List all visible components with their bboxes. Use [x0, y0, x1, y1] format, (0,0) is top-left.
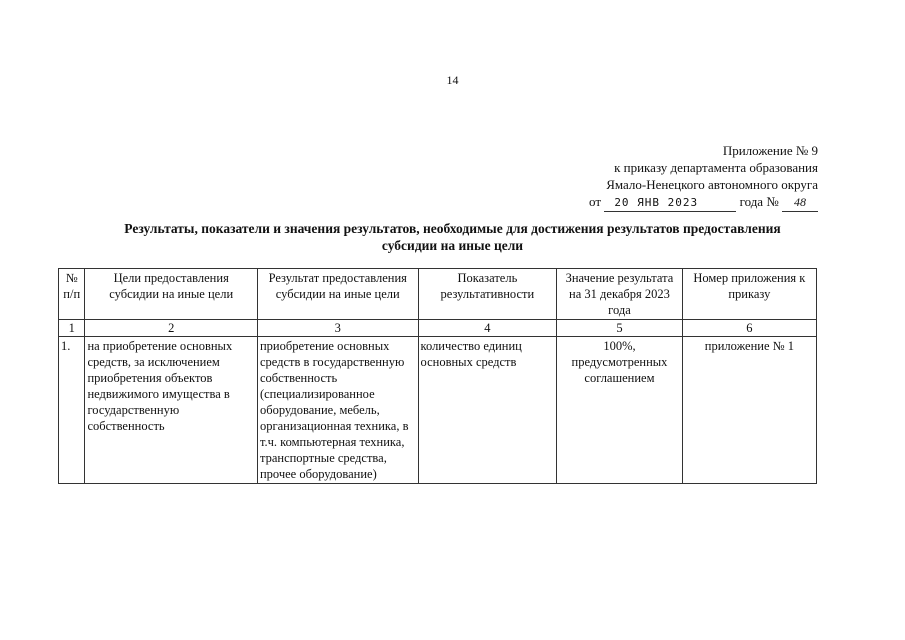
column-number: 1 [59, 320, 85, 337]
row-appendix: приложение № 1 [682, 337, 816, 484]
title-line-2: субсидии на иные цели [381, 238, 524, 253]
date-prefix: от [589, 194, 602, 209]
column-number: 6 [682, 320, 816, 337]
date-stamp: 20 ЯНВ 2023 [604, 194, 736, 212]
table-row [59, 337, 817, 484]
column-number: 5 [557, 320, 683, 337]
appendix-order-ref: к приказу департамента образования [614, 160, 818, 175]
appendix-date-line [589, 193, 818, 212]
row-num: 1. [59, 337, 85, 484]
document-title [100, 220, 805, 254]
header-indicator: Показатель результативности [418, 269, 557, 320]
column-number: 2 [85, 320, 258, 337]
appendix-block [589, 142, 818, 212]
row-result: приобретение основных средств в государственную собственность (специализированное оборудование, мебель, организационная техника, в т.ч. компьютерная техника, транспортные средства, прочее оборудование) [257, 337, 418, 484]
row-value: 100%, предусмотренных соглашением [557, 337, 683, 484]
order-number: 48 [782, 194, 818, 212]
header-value: Значение результата на 31 декабря 2023 года [557, 269, 683, 320]
row-goal: на приобретение основных средств, за исключением приобретения объектов недвижимого имущества в государственную собственность [85, 337, 258, 484]
header-result: Результат предоставления субсидии на иные цели [257, 269, 418, 320]
appendix-region: Ямало-Ненецкого автономного округа [606, 177, 818, 192]
header-num: № п/п [59, 269, 85, 320]
year-label: года [739, 194, 764, 209]
header-appendix: Номер приложения к приказу [682, 269, 816, 320]
column-number: 3 [257, 320, 418, 337]
header-goal: Цели предоставления субсидии на иные цели [85, 269, 258, 320]
row-indicator: количество единиц основных средств [418, 337, 557, 484]
appendix-title: Приложение № 9 [722, 143, 818, 158]
number-label: № [766, 194, 779, 209]
page-number: 14 [446, 73, 459, 87]
column-number: 4 [418, 320, 557, 337]
results-table [58, 268, 817, 484]
column-number-row [59, 320, 817, 337]
title-line-1: Результаты, показатели и значения результатов, необходимые для достижения результатов предоставления [124, 221, 781, 236]
table-header-row [59, 269, 817, 320]
